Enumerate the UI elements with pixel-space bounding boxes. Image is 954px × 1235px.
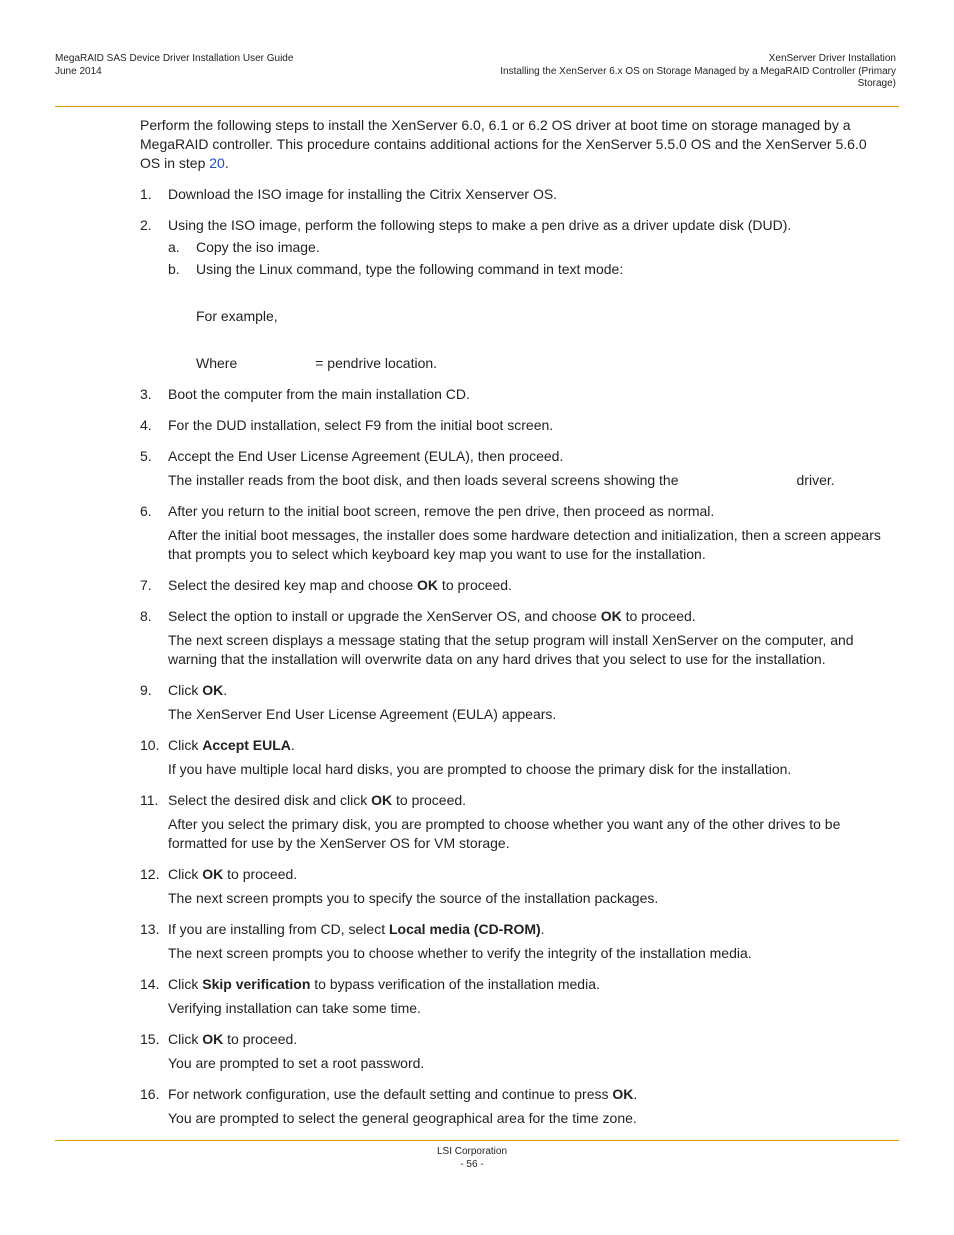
where-note: Where = pendrive location. (196, 355, 438, 371)
step-6: 6. After you return to the initial boot screen, remove the pen drive, then proceed as normal. After the initial boot messages, the installer does some hardware detection and initialization, then a screen appears that prompts you to select which keyboard key map you want to use for the installation. (140, 502, 885, 564)
step-14-note: Verifying installation can take some time. (168, 1000, 421, 1016)
step-6-note: After the initial boot messages, the installer does some hardware detection and initialization, then a screen appears that prompts you to select which keyboard key map you want to use for the installation. (168, 527, 881, 562)
command-placeholder (196, 279, 885, 307)
step-20-link[interactable]: 20 (209, 155, 225, 171)
step-5-note: The installer reads from the boot disk, and then loads several screens showing the driver. (168, 472, 835, 488)
header-divider (55, 106, 899, 107)
step-12-note: The next screen prompts you to specify the source of the installation packages. (168, 890, 659, 906)
section-title-line2: Storage) (857, 78, 896, 89)
header-right (456, 53, 896, 91)
page-number: - 56 - (460, 1158, 484, 1170)
step-7: 7. Select the desired key map and choose OK to proceed. (140, 577, 512, 593)
step-2a: a. Copy the iso image. (168, 239, 320, 255)
step-13: 13. If you are installing from CD, select Local media (CD-ROM). The next screen prompts you to choose whether to verify the integrity of the installation media. (140, 920, 885, 963)
section-title-line1: Installing the XenServer 6.x OS on Storage Managed by a MegaRAID Controller (Primary (500, 65, 896, 77)
example-placeholder (196, 326, 885, 354)
publication-date: June 2014 (55, 65, 102, 77)
step-3: 3. Boot the computer from the main installation CD. (140, 386, 470, 402)
step-2: 2. Using the ISO image, perform the following steps to make a pen drive as a driver update disk (DUD). a. Copy the iso image. b. Using the Linux command, type the following command in text mode: For example, Where = pendrive location. (140, 216, 885, 373)
step-11-note: After you select the primary disk, you are prompted to choose whether you want any of the other drives to be formatted for use by the XenServer OS for VM storage. (168, 816, 841, 851)
chapter-title: XenServer Driver Installation (768, 53, 896, 64)
step-12: 12. Click OK to proceed. The next screen prompts you to specify the source of the installation packages. (140, 865, 885, 908)
step-16-note: You are prompted to select the general geographical area for the time zone. (168, 1110, 637, 1126)
step-1: 1. Download the ISO image for installing the Citrix Xenserver OS. (140, 186, 558, 202)
step-15: 15. Click OK to proceed. You are prompted to set a root password. (140, 1030, 885, 1073)
step-8: 8. Select the option to install or upgrade the XenServer OS, and choose OK to proceed. The next screen displays a message stating that the setup program will install XenServer on the computer, and warning that the installation will overwrite data on any hard drives that you select to use for the installation. (140, 607, 885, 669)
step-9: 9. Click OK. The XenServer End User License Agreement (EULA) appears. (140, 681, 885, 724)
step-4: 4. For the DUD installation, select F9 from the initial boot screen. (140, 417, 554, 433)
step-2b: b. Using the Linux command, type the following command in text mode: For example, Where = pendrive location. (168, 260, 885, 373)
document-body (140, 116, 885, 1128)
step-14: 14. Click Skip verification to bypass verification of the installation media. Verifying installation can take some time. (140, 975, 885, 1018)
step-10: 10. Click Accept EULA. If you have multiple local hard disks, you are prompted to choose the primary disk for the installation. (140, 736, 885, 779)
footer (0, 1146, 944, 1171)
footer-company: LSI Corporation (436, 1146, 508, 1157)
intro-paragraph: Perform the following steps to install the XenServer 6.0, 6.1 or 6.2 OS driver at boot time on storage managed by a MegaRAID controller. This procedure contains additional actions for the XenServer 5.5.0 OS and the XenServer 5.6.0 OS in step 20. (140, 117, 867, 171)
guide-title: MegaRAID SAS Device Driver Installation User Guide (55, 53, 294, 64)
step-15-note: You are prompted to set a root password. (168, 1055, 425, 1071)
example-label: For example, (196, 308, 278, 324)
step-10-note: If you have multiple local hard disks, you are prompted to choose the primary disk for the installation. (168, 761, 792, 777)
step-13-note: The next screen prompts you to choose whether to verify the integrity of the installation media. (168, 945, 752, 961)
step-16: 16. For network configuration, use the default setting and continue to press OK. You are prompted to select the general geographical area for the time zone. (140, 1085, 885, 1128)
step-5: 5. Accept the End User License Agreement (EULA), then proceed. The installer reads from the boot disk, and then loads several screens showing the driver. (140, 447, 885, 490)
header-left (55, 53, 293, 78)
step-9-note: The XenServer End User License Agreement (EULA) appears. (168, 706, 557, 722)
step-8-note: The next screen displays a message stating that the setup program will install XenServer on the computer, and warning that the installation will overwrite data on any hard drives that you select to use for the installation. (168, 632, 854, 667)
step-11: 11. Select the desired disk and click OK to proceed. After you select the primary disk, you are prompted to choose whether you want any of the other drives to be formatted for use by the XenServer OS for VM storage. (140, 791, 885, 853)
footer-divider (55, 1140, 899, 1141)
